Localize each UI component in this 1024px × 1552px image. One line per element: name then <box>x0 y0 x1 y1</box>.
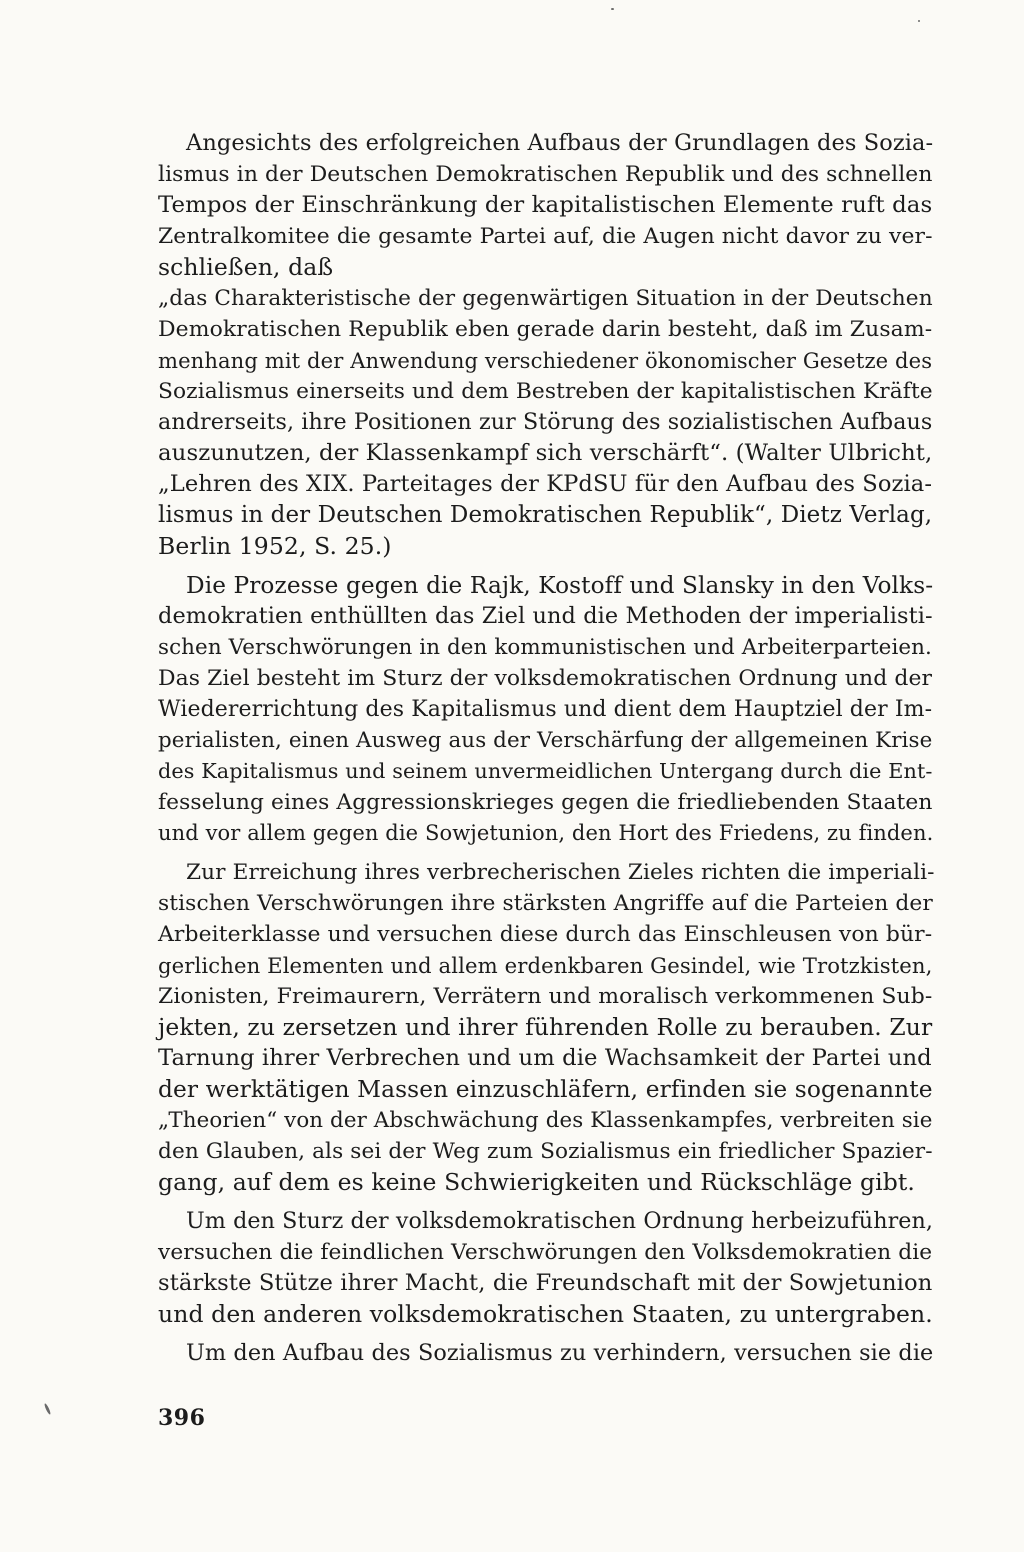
text-line: der werktätigen Massen einzuschläfern, erfinden sie sogenannte <box>158 1076 933 1103</box>
text-line: stärkste Stütze ihrer Macht, die Freundschaft mit der Sowjetunion <box>158 1270 933 1296</box>
text-line: Um den Sturz der volksdemokratischen Ordnung herbeizuführen, <box>186 1208 934 1234</box>
text-line: und vor allem gegen die Sowjetunion, den Hort des Friedens, zu finden. <box>158 821 934 845</box>
scan-speck <box>44 1403 52 1415</box>
text-line: fesselung eines Aggressionskrieges gegen die friedliebenden Staaten <box>158 790 933 815</box>
scan-speck <box>918 20 920 22</box>
text-line: gerlichen Elementen und allem erdenkbaren Gesindel, wie Trotzkisten, <box>158 953 933 978</box>
text-line: Tarnung ihrer Verbrechen und um die Wachsamkeit der Partei und <box>158 1045 932 1071</box>
text-line: Um den Aufbau des Sozialismus zu verhindern, versuchen sie die <box>186 1340 934 1366</box>
text-line: schließen, daß <box>158 253 334 281</box>
scan-speck <box>611 8 614 10</box>
text-line: demokratien enthüllten das Ziel und die Methoden der imperialisti- <box>158 603 933 629</box>
text-line: jekten, zu zersetzen und ihrer führenden Rolle zu berauben. Zur <box>158 1013 933 1041</box>
text-line: Zionisten, Freimaurern, Verrätern und moralisch verkommenen Sub- <box>158 984 933 1009</box>
text-line: gang, auf dem es keine Schwierigkeiten und Rückschläge gibt. <box>158 1168 915 1196</box>
text-line: Die Prozesse gegen die Rajk, Kostoff und Slansky in den Volks- <box>186 572 934 599</box>
quote-line: andrerseits, ihre Positionen zur Störung des sozialistischen Aufbaus <box>158 409 933 435</box>
quote-line: Berlin 1952, S. 25.) <box>158 532 392 560</box>
quote-line: auszunutzen, der Klassenkampf sich verschärft“. (Walter Ulbricht, <box>158 440 933 466</box>
quote-line: lismus in der Deutschen Demokratischen Republik“, Dietz Verlag, <box>158 502 933 528</box>
text-line: lismus in der Deutschen Demokratischen Republik und des schnellen <box>158 162 933 187</box>
text-line: den Glauben, als sei der Weg zum Sozialismus ein friedlicher Spazier- <box>158 1139 933 1164</box>
text-line: schen Verschwörungen in den kommunistischen und Arbeiterparteien. <box>158 635 932 660</box>
quote-line: „Lehren des XIX. Parteitages der KPdSU für den Aufbau des Sozia- <box>158 471 933 497</box>
quote-line: Demokratischen Republik eben gerade darin besteht, daß im Zusam- <box>158 317 933 342</box>
text-line: Wiedererrichtung des Kapitalismus und dient dem Hauptziel der Im- <box>158 697 933 722</box>
quote-line: menhang mit der Anwendung verschiedener ökonomischer Gesetze des <box>158 348 933 373</box>
page-number: 396 <box>158 1405 206 1431</box>
text-line: und den anderen volksdemokratischen Staaten, zu untergraben. <box>158 1300 933 1328</box>
text-line: „Theorien“ von der Abschwächung des Klassenkampfes, verbreiten sie <box>158 1108 933 1133</box>
text-line: Arbeiterklasse und versuchen diese durch das Einschleusen von bür- <box>158 922 933 947</box>
text-line: stischen Verschwörungen ihre stärksten Angriffe auf die Parteien der <box>158 891 933 916</box>
body-text <box>158 128 935 1369</box>
text-line: Zur Erreichung ihres verbrecherischen Zieles richten die imperiali- <box>186 860 935 885</box>
quote-line: „das Charakteristische der gegenwärtigen Situation in der Deutschen <box>158 286 933 311</box>
text-line: versuchen die feindlichen Verschwörungen den Volksdemokratien die <box>158 1240 933 1265</box>
text-line: Tempos der Einschränkung der kapitalistischen Elemente ruft das <box>158 192 933 218</box>
text-line: Zentralkomitee die gesamte Partei auf, die Augen nicht davor zu ver- <box>158 224 933 249</box>
text-line: Das Ziel besteht im Sturz der volksdemokratischen Ordnung und der <box>158 666 933 691</box>
quote-line: Sozialismus einerseits und dem Bestreben der kapitalistischen Kräfte <box>158 379 933 404</box>
text-line: Angesichts des erfolgreichen Aufbaus der Grundlagen des Sozia- <box>186 130 934 156</box>
text-line: perialisten, einen Ausweg aus der Verschärfung der allgemeinen Krise <box>158 728 933 753</box>
text-line: des Kapitalismus und seinem unvermeidlichen Untergang durch die Ent- <box>158 759 933 783</box>
